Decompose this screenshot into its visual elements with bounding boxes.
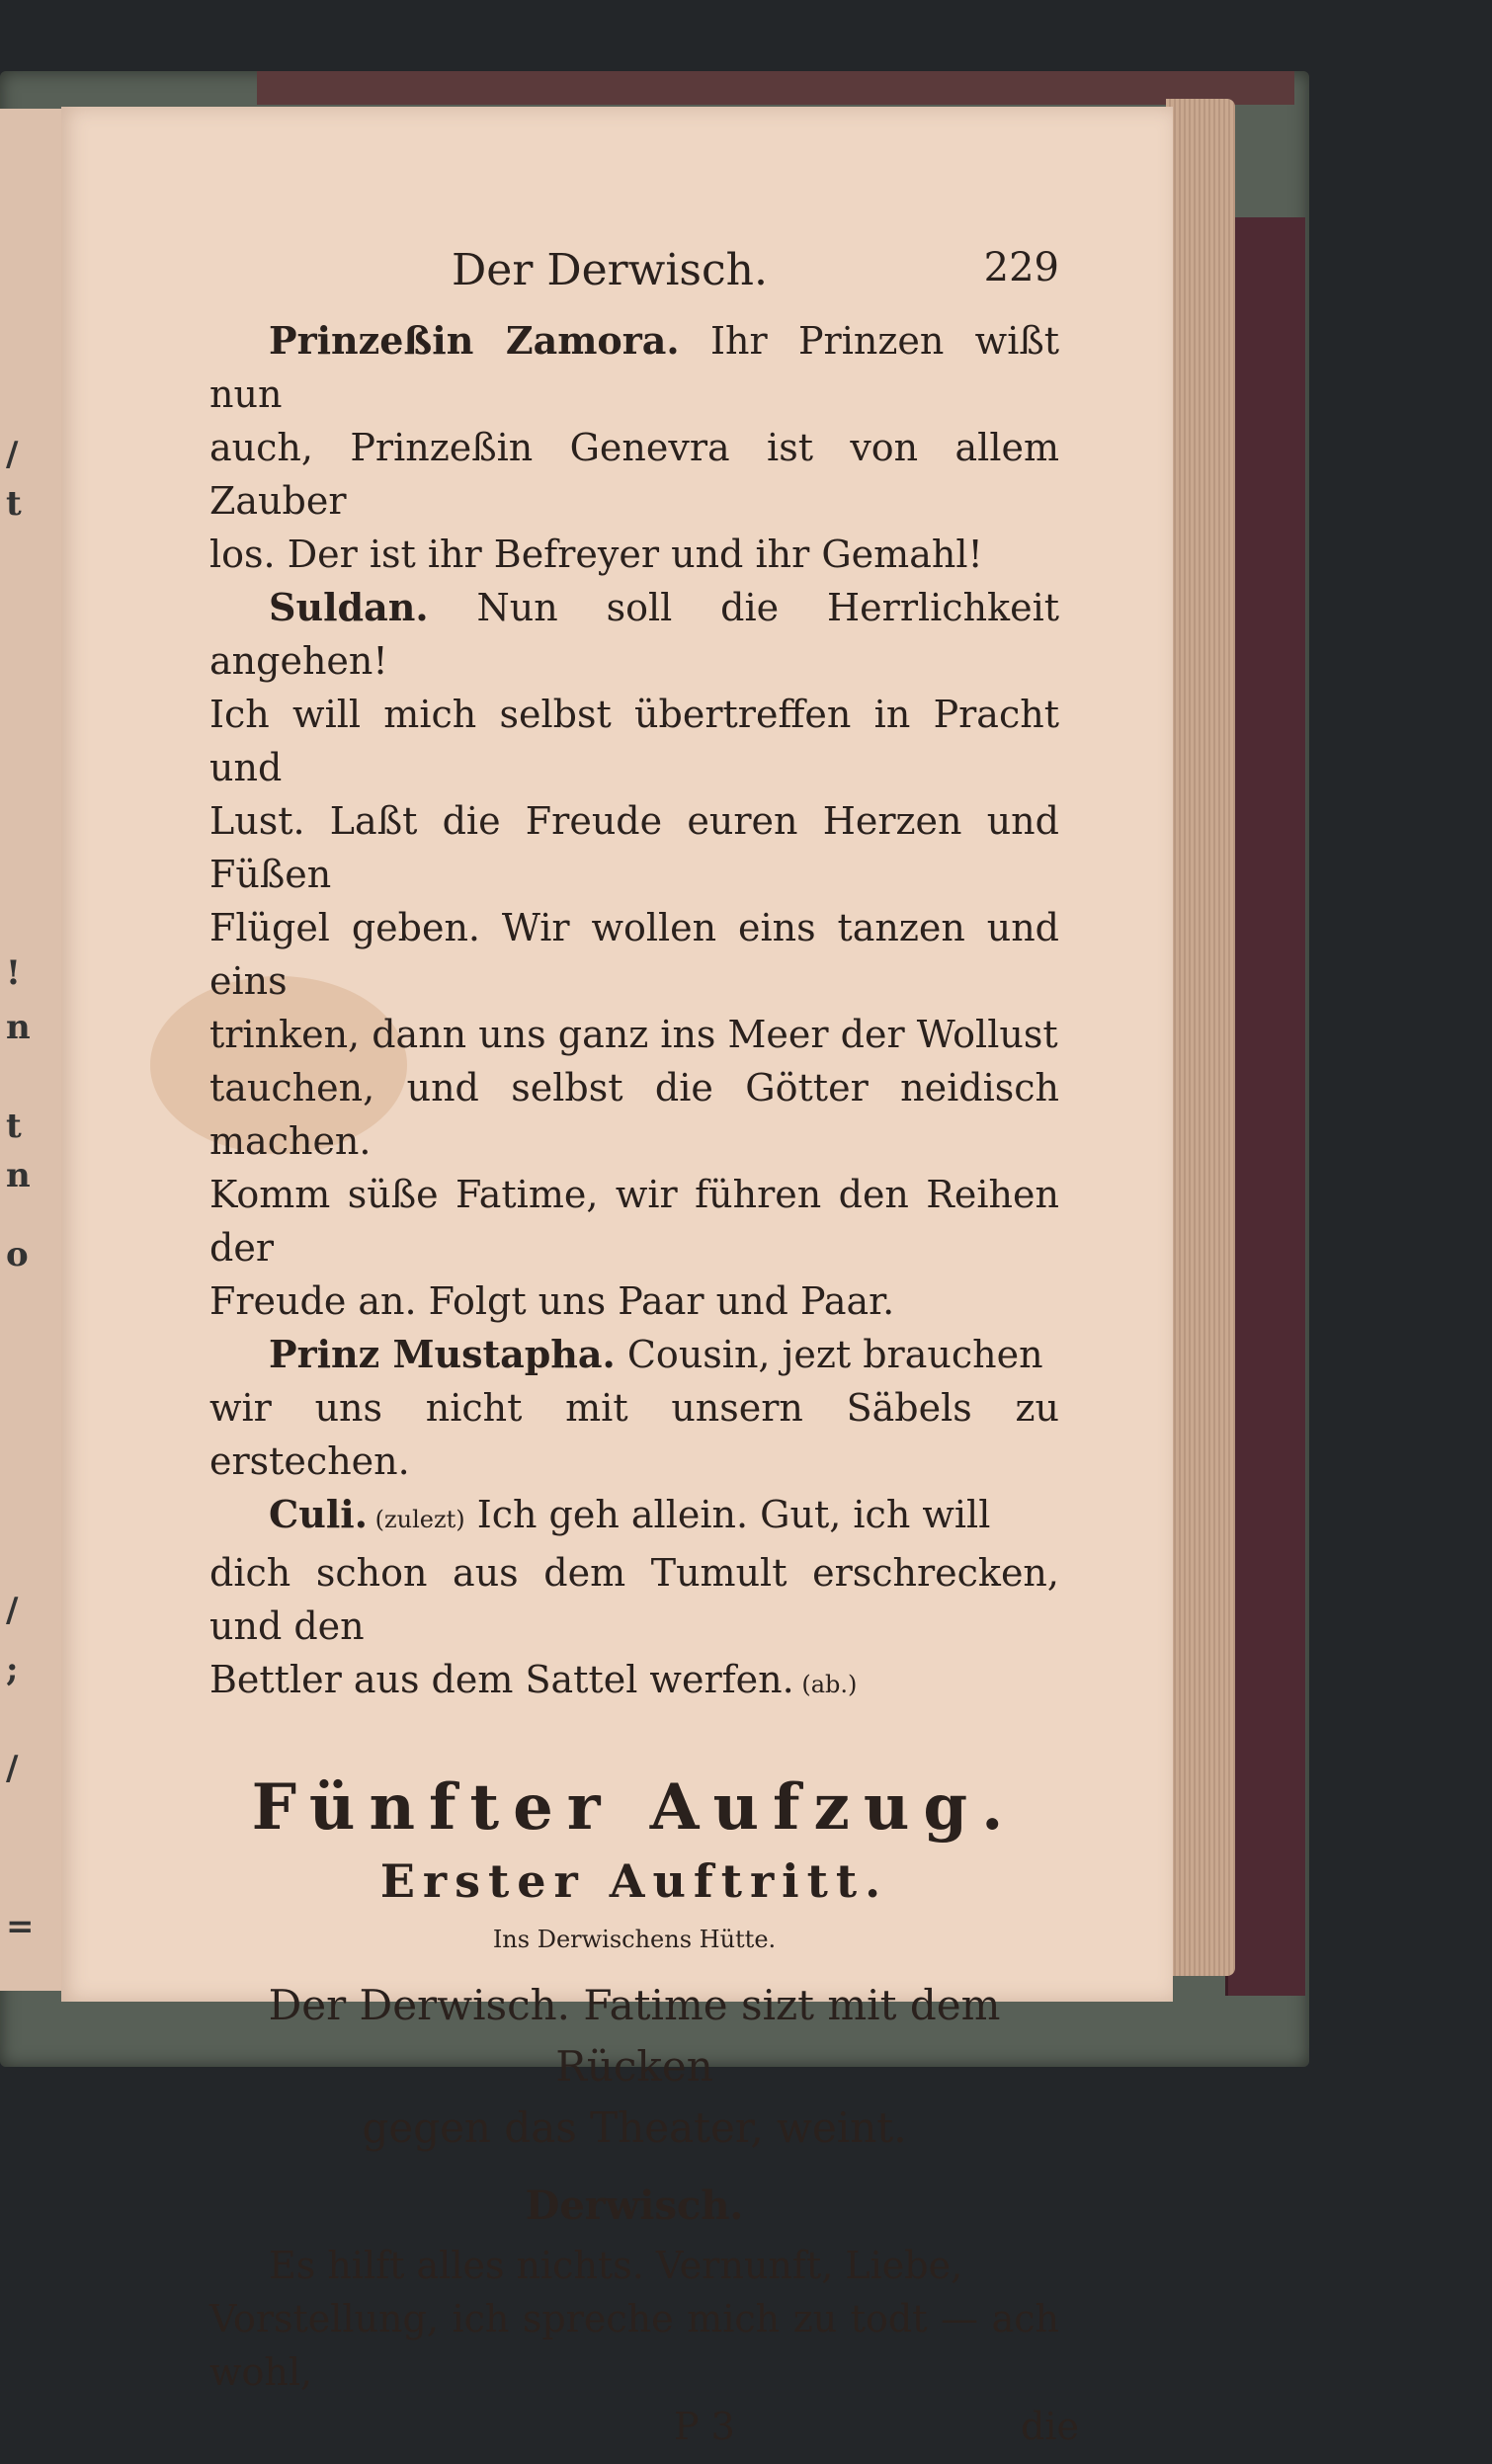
speaker-heading: Derwisch.	[525, 2182, 744, 2229]
stage-note: (zulezt)	[367, 1506, 465, 1533]
page-footer	[209, 2405, 1079, 2464]
left-page-fragment: t	[6, 484, 22, 524]
text-line: Flügel geben. Wir wollen eins tanzen und eins	[209, 906, 1059, 1003]
stage-direction-line: Der Derwisch. Fatime sizt mit dem Rücken	[268, 1981, 1001, 2091]
left-page-fragment: n	[6, 1156, 31, 1195]
scene-title: Erster Auftritt.	[379, 1854, 889, 1908]
signature-mark: P 3	[674, 2405, 735, 2448]
text-line: Culi. (zulezt) Ich geh allein. Gut, ich will	[269, 1492, 991, 1536]
text-line: tauchen, und selbst die Götter neidisch machen.	[209, 1066, 1059, 1163]
closing-block	[209, 2239, 1059, 2399]
page-text	[209, 245, 1079, 2464]
left-page-fragment: n	[6, 1008, 31, 1047]
dialogue-block	[209, 314, 1059, 1711]
catchword: die	[1021, 2405, 1079, 2448]
back-cover-edge	[1225, 217, 1305, 1996]
stage-direction	[209, 1975, 1059, 2159]
stage-note: (ab.)	[793, 1671, 858, 1698]
speaker-name: Prinzeßin Zamora.	[269, 318, 680, 363]
text-line: Komm süße Fatime, wir führen den Reihen der	[209, 1173, 1059, 1270]
text-line: Ich will mich selbst übertreffen in Pracht und	[209, 693, 1059, 789]
text-line: Prinzeßin Zamora. Ihr Prinzen wißt nun	[209, 318, 1059, 416]
book-page	[61, 107, 1173, 2448]
speaker-name: Prinz Mustapha.	[269, 1332, 616, 1376]
page-header	[209, 245, 1059, 314]
left-page-fragment: /	[6, 1749, 19, 1788]
speaker-name: Culi.	[269, 1492, 368, 1536]
page-number: 229	[983, 245, 1059, 290]
left-page-fragment: t	[6, 1107, 22, 1146]
text-line: los. Der ist ihr Befreyer und ihr Gemahl!	[209, 533, 983, 576]
text-line: Lust. Laßt die Freude euren Herzen und Füßen	[209, 799, 1059, 896]
text-line: wir uns nicht mit unsern Säbels zu erstechen.	[209, 1386, 1059, 1483]
text-line: Suldan. Nun soll die Herrlichkeit angehen!	[209, 585, 1059, 683]
act-title: Fünfter Aufzug.	[251, 1770, 1018, 1845]
stage-direction-line: gegen das Theater, weint.	[362, 2103, 907, 2152]
left-page-fragment: /	[6, 435, 19, 474]
text-line: Bettler aus dem Sattel werfen. (ab.)	[209, 1658, 858, 1701]
text-line: Vorstellung, ich spreche mich zu todt — ach wohl,	[209, 2297, 1059, 2394]
left-page-fragment: /	[6, 1591, 19, 1630]
page-block-edges	[1166, 99, 1235, 1976]
left-page-fragment: o	[6, 1235, 29, 1274]
text-line: auch, Prinzeßin Genevra ist von allem Zauber	[209, 426, 1059, 523]
left-page-edge	[0, 109, 64, 1991]
left-page-fragment: ;	[6, 1650, 19, 1689]
text-line: Es hilft alles nichts. Vernunft, Liebe,	[269, 2244, 963, 2287]
speaker-name: Suldan.	[269, 585, 429, 629]
running-title: Der Derwisch.	[452, 245, 768, 295]
text-line: trinken, dann uns ganz ins Meer der Wollust	[209, 1013, 1058, 1056]
text-line: Prinz Mustapha. Cousin, jezt brauchen	[269, 1332, 1043, 1376]
scene-location: Ins Derwischens Hütte.	[492, 1926, 777, 1953]
left-page-fragment: =	[6, 1907, 35, 1946]
left-page-fragment: !	[6, 953, 21, 993]
text-line: Freude an. Folgt uns Paar und Paar.	[209, 1279, 895, 1323]
cover-spine-band	[257, 71, 1294, 105]
text-line: dich schon aus dem Tumult erschrecken, und den	[209, 1551, 1059, 1648]
